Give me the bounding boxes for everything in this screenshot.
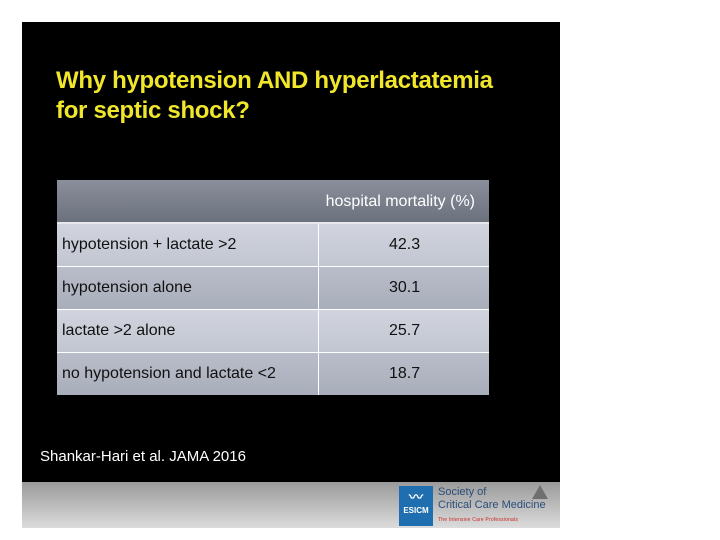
row-label: lactate >2 alone [57, 310, 319, 352]
row-value: 18.7 [389, 365, 421, 382]
sccm-line-1: Society of [438, 486, 487, 498]
row-label: hypotension alone [57, 267, 319, 309]
slide-title [56, 66, 536, 126]
table-row [57, 310, 489, 353]
footer-bar [22, 482, 560, 528]
table-row [57, 224, 489, 267]
citation: Shankar-Hari et al. JAMA 2016 [40, 448, 246, 465]
row-label: no hypotension and lactate <2 [57, 353, 319, 395]
slide-title-line-1: Why hypotension AND hyperlactatemia [56, 67, 493, 94]
sccm-line-2: Critical Care Medicine [438, 499, 546, 511]
row-value: 25.7 [389, 322, 421, 339]
esicm-logo-text: ESICM [403, 506, 429, 515]
table-row [57, 267, 489, 310]
esicm-logo [399, 486, 433, 526]
mortality-table [57, 180, 489, 396]
column-header-hospital-mortality: hospital mortality (%) [325, 193, 475, 210]
slide [22, 22, 560, 528]
table-header [57, 180, 489, 224]
row-value: 30.1 [389, 279, 421, 296]
sccm-tagline: The Intensive Care Professionals [438, 517, 519, 523]
triangle-logo-icon [532, 485, 548, 499]
slide-title-line-2: for septic shock? [56, 97, 250, 124]
row-value: 42.3 [389, 236, 421, 253]
row-label: hypotension + lactate >2 [57, 224, 319, 266]
table-row [57, 353, 489, 395]
esicm-logo-icon: 〰 [409, 489, 423, 505]
